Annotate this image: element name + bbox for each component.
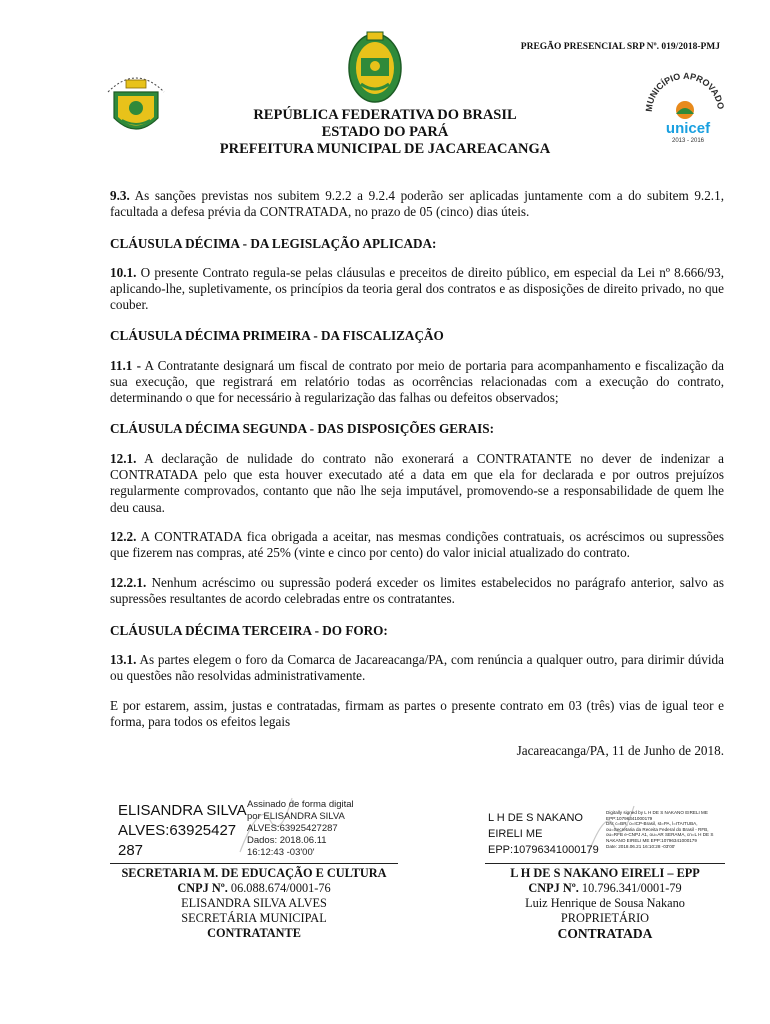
item-number: 13.1. — [110, 652, 137, 667]
unicef-logo-text: unicef — [665, 120, 711, 137]
clause-heading-13: CLÁUSULA DÉCIMA TERCEIRA - DO FORO: — [110, 623, 388, 638]
signature-block-right — [470, 866, 740, 941]
signature-line-right — [485, 863, 725, 864]
stamp-line-1: Assinado de forma digital — [247, 799, 354, 810]
stamp-line-4: Dados: 2018.06.11 — [247, 835, 327, 846]
clause-heading-10: CLÁUSULA DÉCIMA - DA LEGISLAÇÃO APLICADA: — [110, 236, 437, 251]
stamp-line-3: ALVES:63925427287 — [247, 823, 338, 834]
party-role: SECRETÁRIA MUNICIPAL — [181, 911, 327, 925]
cnpj-label: CNPJ Nº. — [177, 881, 228, 895]
clause-heading-12: CLÁUSULA DÉCIMA SEGUNDA - DAS DISPOSIÇÕES GERAIS: — [110, 421, 494, 436]
paragraph-12-2-1 — [110, 575, 724, 607]
signature-block-left — [104, 866, 404, 941]
stamp-line-2: por ELISANDRA SILVA — [247, 811, 345, 822]
paragraph-12-2 — [110, 529, 724, 561]
paragraph-10-1 — [110, 265, 724, 314]
paragraph-text: A CONTRATADA fica obrigada a aceitar, nas mesmas condições contratuais, os acréscimos ou supressões que fizerem nas compras, até 25% (vinte e cinco por cento) do valor inicial atualizado do contrato. — [110, 529, 724, 561]
cnpj-value: 10.796.341/0001-79 — [578, 881, 682, 895]
stamp-line-6: NAKANO EIRELI ME EPP:10796341000179 — [606, 837, 697, 843]
stamp-line-7: Date: 2018.06.21 16:10:28 -03'00' — [606, 843, 676, 849]
paragraph-text: Nenhum acréscimo ou supressão poderá exceder os limites estabelecidos no parágrafo anterior, salvo as supressões resultantes de acordo celebradas entre os contratantes. — [110, 575, 724, 607]
stamp-line-1: Digitally signed by L H DE S NAKANO EIRELI ME — [606, 810, 708, 815]
stamp-line-3: DN: c=BR, o=ICP-Brasil, st=PA, l=ITAITUBA, — [606, 821, 698, 827]
stamp-line-5: 16:12:43 -03'00' — [247, 847, 315, 858]
signer-name-line-3: EPP:10796341000179 — [488, 844, 599, 856]
item-number: 12.2. — [110, 529, 137, 544]
municipal-emblem-center — [345, 28, 405, 106]
closing-paragraph: E por estarem, assim, justas e contratadas, firmam as partes o presente contrato em 03 (três) vias de igual teor e forma, para todos os efeitos legais — [110, 698, 724, 730]
party-label: CONTRATANTE — [207, 926, 301, 940]
digital-signature-left — [110, 790, 400, 862]
item-number: 10.1. — [110, 265, 137, 280]
title-line-1: REPÚBLICA FEDERATIVA DO BRASIL — [253, 107, 517, 123]
paragraph-12-1 — [110, 451, 724, 516]
paragraph-9-3 — [110, 188, 724, 220]
stamp-line-4: ou=Secretaria da Receita Federal do Brasil - RFB, — [606, 826, 709, 832]
date-place: Jacareacanga/PA, 11 de Junho de 2018. — [516, 743, 724, 758]
title-line-3: PREFEITURA MUNICIPAL DE JACAREACANGA — [219, 141, 551, 157]
stamp-line-2: EPP:10796341000179 — [606, 815, 653, 821]
item-number: 11.1 - — [110, 358, 142, 373]
party-representative: Luiz Henrique de Sousa Nakano — [525, 896, 685, 910]
signer-name-line-1: ELISANDRA SILVA — [118, 802, 247, 819]
paragraph-text: As sanções previstas nos subitem 9.2.2 a 9.2.4 poderão ser aplicadas juntamente com a do subitem 9.2.1, facultada a defesa prévia da CONTRATADA, no prazo de 05 (cinco) dias úteis. — [110, 188, 724, 220]
signer-name-line-3: 287 — [118, 842, 144, 859]
paragraph-text: O presente Contrato regula-se pelas cláusulas e preceitos de direito público, em especial da Lei nº 8.666/93, aplicando-lhe, supletivamente, os princípios da teoria geral dos contratos e as disposições de direito privado, no que couber. — [110, 265, 724, 313]
document-reference: PREGÃO PRESENCIAL SRP Nº. 019/2018-PMJ — [520, 42, 720, 52]
item-number: 9.3. — [110, 188, 130, 203]
paragraph-text: As partes elegem o foro da Comarca de Jacareacanga/PA, com renúncia a qualquer outro, para dirimir dúvida ou questões não resolvidas administrativamente. — [110, 652, 724, 684]
paragraph-text: A declaração de nulidade do contrato não exonerará a CONTRATANTE no dever de indenizar a CONTRATADA pelo que esta houver executado até a data em que ela for declarada e por outros prejuízos regularmente comprovados, contanto que não lhe seja imputável, promovendo-se a responsabilidade de quem lhe deu causa. — [110, 451, 724, 515]
stamp-line-5: ou=RFB e-CNPJ A1, ou=AR SERAMA, cn=L H DE S — [606, 832, 714, 838]
paragraph-text: A Contratante designará um fiscal de contrato por meio de portaria para acompanhamento e fiscalização da sua execução, que registrará em relatório todas as ocorrências relacionadas com a execução do contrato, determinando o que for necessário à regularização das falhas ou defeitos observados; — [110, 358, 724, 406]
party-role: PROPRIETÁRIO — [560, 911, 650, 925]
party-label: CONTRATADA — [557, 926, 653, 941]
signer-name-line-2: EIRELI ME — [488, 828, 543, 840]
clause-heading-11: CLÁUSULA DÉCIMA PRIMEIRA - DA FISCALIZAÇÃO — [110, 328, 444, 343]
cnpj-label: CNPJ Nº. — [528, 881, 579, 895]
party-org: L H DE S NAKANO EIRELI – EPP — [510, 866, 700, 880]
paragraph-11-1 — [110, 358, 724, 407]
signer-name-line-2: ALVES:63925427 — [118, 822, 237, 839]
signer-name-line-1: L H DE S NAKANO — [488, 812, 583, 824]
title-line-2: ESTADO DO PARÁ — [321, 124, 449, 140]
party-org: SECRETARIA M. DE EDUCAÇÃO E CULTURA — [121, 866, 387, 880]
badge-years: 2013 - 2016 — [671, 138, 705, 144]
item-number: 12.1. — [110, 451, 137, 466]
digital-signature-right — [480, 800, 730, 862]
item-number: 12.2.1. — [110, 575, 147, 590]
signature-line-left — [110, 863, 398, 864]
paragraph-13-1 — [110, 652, 724, 684]
party-representative: ELISANDRA SILVA ALVES — [181, 896, 327, 910]
cnpj-value: 06.088.674/0001-76 — [227, 881, 331, 895]
badge-arc-text: MUNICÍPIO APROVADO — [643, 70, 726, 113]
